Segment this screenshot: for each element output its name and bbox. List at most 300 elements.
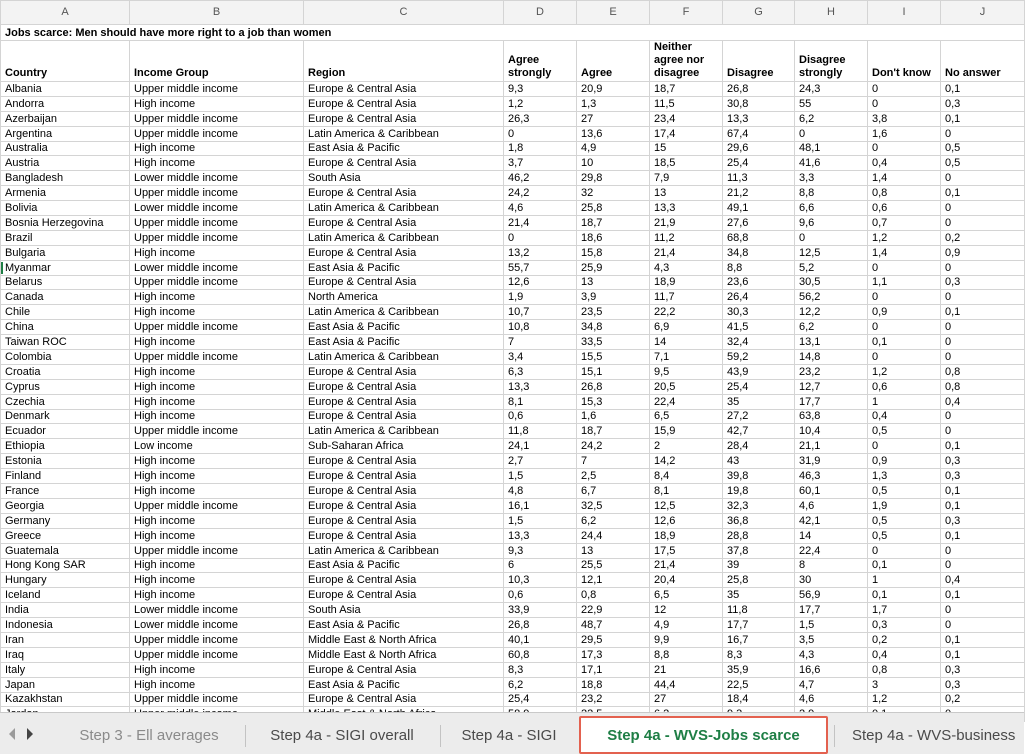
table-cell[interactable]: 10,7 — [504, 305, 577, 320]
table-cell[interactable]: High income — [130, 409, 304, 424]
table-cell[interactable]: 0 — [868, 320, 941, 335]
table-cell[interactable]: Colombia — [1, 350, 130, 365]
table-cell[interactable]: 3,3 — [795, 171, 868, 186]
table-cell[interactable]: 4,6 — [795, 692, 868, 707]
table-cell[interactable]: 0 — [795, 230, 868, 245]
table-cell[interactable]: 11,8 — [504, 424, 577, 439]
table-cell[interactable]: East Asia & Pacific — [304, 558, 504, 573]
table-cell[interactable]: 1,4 — [868, 245, 941, 260]
table-cell[interactable]: 16,6 — [795, 662, 868, 677]
table-cell[interactable]: 34,8 — [723, 245, 795, 260]
table-cell[interactable]: 15,3 — [577, 394, 650, 409]
table-cell[interactable]: 0,3 — [941, 454, 1025, 469]
table-cell[interactable]: 13,3 — [723, 111, 795, 126]
table-cell[interactable]: 24,4 — [577, 528, 650, 543]
table-cell[interactable]: 0,4 — [941, 394, 1025, 409]
table-cell[interactable]: 24,2 — [577, 439, 650, 454]
table-cell[interactable]: 12,1 — [577, 573, 650, 588]
table-cell[interactable]: 30,5 — [795, 275, 868, 290]
table-cell[interactable]: 48,7 — [577, 618, 650, 633]
table-cell[interactable]: High income — [130, 662, 304, 677]
table-cell[interactable]: 0 — [795, 126, 868, 141]
table-cell[interactable]: 17,3 — [577, 647, 650, 662]
table-cell[interactable]: 0,3 — [941, 275, 1025, 290]
table-cell[interactable]: 21,1 — [795, 439, 868, 454]
tab-step4a-sigi-overall[interactable] — [250, 719, 434, 751]
table-cell[interactable]: China — [1, 320, 130, 335]
table-cell[interactable]: 0,6 — [868, 201, 941, 216]
table-cell[interactable]: 21 — [650, 662, 723, 677]
table-cell[interactable]: 0 — [504, 126, 577, 141]
table-cell[interactable]: Belarus — [1, 275, 130, 290]
table-cell[interactable]: Denmark — [1, 409, 130, 424]
table-cell[interactable]: 4,6 — [795, 498, 868, 513]
table-cell[interactable]: Canada — [1, 290, 130, 305]
table-cell[interactable]: 0,1 — [868, 335, 941, 350]
table-cell[interactable]: 14 — [795, 528, 868, 543]
table-cell[interactable]: 0,1 — [941, 498, 1025, 513]
table-cell[interactable]: Italy — [1, 662, 130, 677]
table-cell[interactable]: 48,1 — [795, 141, 868, 156]
table-cell[interactable]: 0,8 — [868, 662, 941, 677]
table-cell[interactable]: Upper middle income — [130, 275, 304, 290]
table-cell[interactable]: Latin America & Caribbean — [304, 230, 504, 245]
table-cell[interactable]: 1,1 — [868, 275, 941, 290]
table-cell[interactable]: 37,8 — [723, 543, 795, 558]
table-cell[interactable]: 0 — [941, 558, 1025, 573]
table-cell[interactable]: Upper middle income — [130, 692, 304, 707]
table-cell[interactable]: Europe & Central Asia — [304, 454, 504, 469]
table-cell[interactable]: High income — [130, 335, 304, 350]
field-header-cell[interactable]: No answer — [941, 41, 1025, 82]
table-cell[interactable]: 31,9 — [795, 454, 868, 469]
table-cell[interactable]: Lower middle income — [130, 603, 304, 618]
table-cell[interactable]: 8,8 — [795, 186, 868, 201]
table-cell[interactable]: 27,6 — [723, 216, 795, 231]
table-cell[interactable]: 0 — [941, 350, 1025, 365]
table-cell[interactable]: 60,1 — [795, 484, 868, 499]
table-cell[interactable]: 0,8 — [941, 364, 1025, 379]
table-cell[interactable]: High income — [130, 379, 304, 394]
table-cell[interactable]: 15,8 — [577, 245, 650, 260]
table-cell[interactable]: 0 — [941, 424, 1025, 439]
table-cell[interactable]: Upper middle income — [130, 186, 304, 201]
table-cell[interactable]: 18,6 — [577, 230, 650, 245]
column-header-c[interactable]: C — [304, 1, 504, 25]
table-cell[interactable]: 1,8 — [504, 141, 577, 156]
table-cell[interactable]: 0,3 — [941, 96, 1025, 111]
table-cell[interactable]: 6 — [504, 558, 577, 573]
table-cell[interactable]: 0,8 — [868, 186, 941, 201]
table-cell[interactable]: 41,6 — [795, 156, 868, 171]
table-cell[interactable]: Upper middle income — [130, 320, 304, 335]
table-cell[interactable]: Myanmar — [1, 260, 130, 275]
table-cell[interactable]: Bosnia Herzegovina — [1, 216, 130, 231]
table-cell[interactable]: 6,9 — [650, 320, 723, 335]
table-cell[interactable]: 8,3 — [723, 647, 795, 662]
table-cell[interactable]: High income — [130, 364, 304, 379]
table-cell[interactable]: 12,6 — [650, 513, 723, 528]
table-cell[interactable]: 6,7 — [577, 484, 650, 499]
table-cell[interactable]: Albania — [1, 82, 130, 97]
table-cell[interactable]: 0,4 — [868, 156, 941, 171]
table-cell[interactable]: 39 — [723, 558, 795, 573]
table-cell[interactable]: 2,5 — [577, 469, 650, 484]
table-cell[interactable]: Estonia — [1, 454, 130, 469]
table-cell[interactable]: 42,7 — [723, 424, 795, 439]
table-cell[interactable]: Latin America & Caribbean — [304, 424, 504, 439]
table-cell[interactable]: 0,5 — [941, 156, 1025, 171]
table-cell[interactable]: 0,6 — [504, 409, 577, 424]
table-cell[interactable]: Lower middle income — [130, 171, 304, 186]
table-cell[interactable]: 20,5 — [650, 379, 723, 394]
table-cell[interactable]: 19,8 — [723, 484, 795, 499]
table-cell[interactable]: Upper middle income — [130, 647, 304, 662]
table-cell[interactable]: 8,1 — [650, 484, 723, 499]
table-cell[interactable]: Europe & Central Asia — [304, 186, 504, 201]
table-cell[interactable]: 1 — [868, 573, 941, 588]
field-header-cell[interactable]: Region — [304, 41, 504, 82]
table-cell[interactable]: 1,3 — [868, 469, 941, 484]
table-cell[interactable]: 10 — [577, 156, 650, 171]
table-cell[interactable]: Latin America & Caribbean — [304, 543, 504, 558]
table-cell[interactable]: 25,4 — [504, 692, 577, 707]
table-cell[interactable]: 0,5 — [941, 141, 1025, 156]
table-cell[interactable]: 44,4 — [650, 677, 723, 692]
table-cell[interactable]: Indonesia — [1, 618, 130, 633]
table-cell[interactable]: Brazil — [1, 230, 130, 245]
table-cell[interactable]: Hong Kong SAR — [1, 558, 130, 573]
table-cell[interactable]: 1,2 — [504, 96, 577, 111]
table-cell[interactable]: Bangladesh — [1, 171, 130, 186]
table-cell[interactable]: 12,7 — [795, 379, 868, 394]
table-cell[interactable]: Georgia — [1, 498, 130, 513]
table-cell[interactable]: 1 — [868, 394, 941, 409]
table-cell[interactable]: Europe & Central Asia — [304, 394, 504, 409]
table-cell[interactable]: 6,5 — [650, 409, 723, 424]
table-cell[interactable]: 13,2 — [504, 245, 577, 260]
table-cell[interactable]: 21,9 — [650, 216, 723, 231]
sheet-title[interactable]: Jobs scarce: Men should have more right to a job than women — [1, 25, 1025, 41]
table-cell[interactable]: 3,9 — [577, 290, 650, 305]
table-cell[interactable]: 18,9 — [650, 275, 723, 290]
table-cell[interactable]: High income — [130, 454, 304, 469]
table-cell[interactable]: High income — [130, 141, 304, 156]
table-cell[interactable]: 0 — [941, 290, 1025, 305]
table-cell[interactable]: 9,3 — [504, 82, 577, 97]
table-cell[interactable]: 21,4 — [650, 558, 723, 573]
table-cell[interactable]: 1,6 — [868, 126, 941, 141]
table-cell[interactable]: 3,7 — [504, 156, 577, 171]
table-cell[interactable]: Taiwan ROC — [1, 335, 130, 350]
table-cell[interactable]: Europe & Central Asia — [304, 662, 504, 677]
table-cell[interactable]: Upper middle income — [130, 424, 304, 439]
field-header-cell[interactable]: Income Group — [130, 41, 304, 82]
table-cell[interactable]: 33,5 — [577, 335, 650, 350]
table-cell[interactable]: East Asia & Pacific — [304, 677, 504, 692]
table-cell[interactable]: Iraq — [1, 647, 130, 662]
field-header-cell[interactable]: Agree strongly — [504, 41, 577, 82]
table-cell[interactable]: 11,3 — [723, 171, 795, 186]
table-cell[interactable]: 23,2 — [795, 364, 868, 379]
table-cell[interactable]: 8,8 — [723, 260, 795, 275]
table-cell[interactable]: 0,1 — [941, 111, 1025, 126]
table-cell[interactable]: 7 — [504, 335, 577, 350]
table-cell[interactable]: Europe & Central Asia — [304, 156, 504, 171]
table-cell[interactable]: 26,8 — [577, 379, 650, 394]
table-cell[interactable]: Europe & Central Asia — [304, 245, 504, 260]
table-cell[interactable]: 1,4 — [868, 171, 941, 186]
table-cell[interactable]: 15,9 — [650, 424, 723, 439]
table-cell[interactable]: 8,8 — [650, 647, 723, 662]
table-cell[interactable]: 25,8 — [577, 201, 650, 216]
table-cell[interactable]: 0,1 — [941, 647, 1025, 662]
table-cell[interactable]: 0,4 — [868, 409, 941, 424]
table-cell[interactable]: 0,6 — [868, 379, 941, 394]
table-cell[interactable]: 22,9 — [577, 603, 650, 618]
table-cell[interactable]: Europe & Central Asia — [304, 498, 504, 513]
table-cell[interactable]: 0,5 — [868, 528, 941, 543]
table-cell[interactable]: 13,3 — [504, 379, 577, 394]
table-cell[interactable]: 8 — [795, 558, 868, 573]
table-cell[interactable]: 18,7 — [650, 82, 723, 97]
table-cell[interactable]: 0 — [941, 543, 1025, 558]
table-cell[interactable]: 59,2 — [723, 350, 795, 365]
table-cell[interactable]: 3,5 — [795, 632, 868, 647]
table-cell[interactable]: 49,1 — [723, 201, 795, 216]
table-cell[interactable]: 6,3 — [504, 364, 577, 379]
table-cell[interactable]: 0 — [941, 618, 1025, 633]
table-cell[interactable]: 0,8 — [577, 588, 650, 603]
table-cell[interactable]: 28,4 — [723, 439, 795, 454]
table-cell[interactable]: 0,9 — [941, 245, 1025, 260]
table-cell[interactable]: 43,9 — [723, 364, 795, 379]
table-cell[interactable]: East Asia & Pacific — [304, 320, 504, 335]
table-cell[interactable]: 11,8 — [723, 603, 795, 618]
table-cell[interactable]: 0,2 — [941, 692, 1025, 707]
table-cell[interactable]: Czechia — [1, 394, 130, 409]
table-cell[interactable]: 35,9 — [723, 662, 795, 677]
table-cell[interactable]: 8,3 — [504, 662, 577, 677]
table-cell[interactable]: 13 — [577, 275, 650, 290]
table-cell[interactable]: 0,9 — [868, 454, 941, 469]
table-cell[interactable]: 8,4 — [650, 469, 723, 484]
table-cell[interactable]: 13,3 — [504, 528, 577, 543]
table-cell[interactable]: 13 — [650, 186, 723, 201]
table-cell[interactable]: 6,2 — [577, 513, 650, 528]
table-cell[interactable]: 18,7 — [577, 216, 650, 231]
table-cell[interactable]: Bulgaria — [1, 245, 130, 260]
table-cell[interactable]: 22,4 — [795, 543, 868, 558]
table-cell[interactable]: 12 — [650, 603, 723, 618]
table-cell[interactable]: 0,1 — [941, 484, 1025, 499]
table-cell[interactable]: 46,2 — [504, 171, 577, 186]
table-cell[interactable]: 30,3 — [723, 305, 795, 320]
table-cell[interactable]: 0,2 — [941, 230, 1025, 245]
table-cell[interactable]: Middle East & North Africa — [304, 632, 504, 647]
table-cell[interactable]: 0 — [941, 260, 1025, 275]
table-cell[interactable]: 1,3 — [577, 96, 650, 111]
table-cell[interactable]: 17,4 — [650, 126, 723, 141]
table-cell[interactable]: East Asia & Pacific — [304, 335, 504, 350]
table-cell[interactable]: Upper middle income — [130, 632, 304, 647]
column-header-e[interactable]: E — [577, 1, 650, 25]
table-cell[interactable]: 0,5 — [868, 513, 941, 528]
table-cell[interactable]: 0 — [941, 126, 1025, 141]
table-cell[interactable]: 0 — [868, 543, 941, 558]
table-cell[interactable]: 0,5 — [868, 424, 941, 439]
table-cell[interactable]: 27 — [577, 111, 650, 126]
table-cell[interactable]: 0,1 — [941, 305, 1025, 320]
table-cell[interactable]: 6,2 — [795, 111, 868, 126]
table-cell[interactable]: 1,7 — [868, 603, 941, 618]
table-cell[interactable]: Europe & Central Asia — [304, 573, 504, 588]
table-cell[interactable]: 22,5 — [723, 677, 795, 692]
table-cell[interactable]: East Asia & Pacific — [304, 141, 504, 156]
table-cell[interactable]: 9,5 — [650, 364, 723, 379]
table-cell[interactable]: 6,6 — [795, 201, 868, 216]
table-cell[interactable]: 0,2 — [868, 632, 941, 647]
table-cell[interactable]: Greece — [1, 528, 130, 543]
table-cell[interactable]: 18,5 — [650, 156, 723, 171]
table-cell[interactable]: 18,9 — [650, 528, 723, 543]
table-cell[interactable]: Latin America & Caribbean — [304, 305, 504, 320]
table-cell[interactable]: High income — [130, 588, 304, 603]
table-cell[interactable]: Europe & Central Asia — [304, 692, 504, 707]
table-cell[interactable]: East Asia & Pacific — [304, 618, 504, 633]
table-cell[interactable]: 17,5 — [650, 543, 723, 558]
table-cell[interactable]: 0,6 — [504, 588, 577, 603]
table-cell[interactable]: 68,8 — [723, 230, 795, 245]
table-cell[interactable]: 10,8 — [504, 320, 577, 335]
table-cell[interactable]: 15,5 — [577, 350, 650, 365]
table-cell[interactable]: Kazakhstan — [1, 692, 130, 707]
table-cell[interactable]: 0,8 — [941, 379, 1025, 394]
table-cell[interactable]: 1,5 — [504, 469, 577, 484]
table-cell[interactable]: North America — [304, 290, 504, 305]
table-cell[interactable]: 0,4 — [941, 573, 1025, 588]
table-cell[interactable]: 30,8 — [723, 96, 795, 111]
table-cell[interactable]: 11,2 — [650, 230, 723, 245]
table-cell[interactable]: High income — [130, 677, 304, 692]
table-cell[interactable]: 15 — [650, 141, 723, 156]
table-cell[interactable]: 3 — [868, 677, 941, 692]
table-cell[interactable]: 4,8 — [504, 484, 577, 499]
table-cell[interactable]: 17,1 — [577, 662, 650, 677]
table-cell[interactable]: 27 — [650, 692, 723, 707]
tab-step4a-wvs-jobs-scarce[interactable] — [579, 716, 828, 754]
table-cell[interactable]: South Asia — [304, 171, 504, 186]
table-cell[interactable]: 9,3 — [504, 543, 577, 558]
table-cell[interactable]: Latin America & Caribbean — [304, 201, 504, 216]
table-cell[interactable]: 0 — [868, 96, 941, 111]
column-header-h[interactable]: H — [795, 1, 868, 25]
table-cell[interactable]: 42,1 — [795, 513, 868, 528]
table-cell[interactable]: 12,5 — [795, 245, 868, 260]
table-cell[interactable]: South Asia — [304, 603, 504, 618]
table-cell[interactable]: 26,8 — [723, 82, 795, 97]
table-cell[interactable]: 0,1 — [941, 82, 1025, 97]
table-cell[interactable]: 0 — [941, 409, 1025, 424]
table-cell[interactable]: Finland — [1, 469, 130, 484]
table-cell[interactable]: 9,6 — [795, 216, 868, 231]
table-cell[interactable]: Lower middle income — [130, 260, 304, 275]
table-cell[interactable]: Europe & Central Asia — [304, 469, 504, 484]
table-cell[interactable]: 35 — [723, 588, 795, 603]
table-cell[interactable]: 0 — [868, 439, 941, 454]
table-cell[interactable]: 0 — [941, 201, 1025, 216]
table-cell[interactable]: France — [1, 484, 130, 499]
table-cell[interactable]: 0,3 — [941, 662, 1025, 677]
column-header-i[interactable]: I — [868, 1, 941, 25]
table-cell[interactable]: Latin America & Caribbean — [304, 350, 504, 365]
table-cell[interactable]: Chile — [1, 305, 130, 320]
table-cell[interactable]: 32,5 — [577, 498, 650, 513]
table-cell[interactable]: Europe & Central Asia — [304, 528, 504, 543]
table-cell[interactable]: Hungary — [1, 573, 130, 588]
table-cell[interactable]: Europe & Central Asia — [304, 513, 504, 528]
table-cell[interactable]: 43 — [723, 454, 795, 469]
table-cell[interactable]: 23,5 — [577, 305, 650, 320]
table-cell[interactable]: 35 — [723, 394, 795, 409]
table-cell[interactable]: Upper middle income — [130, 111, 304, 126]
table-cell[interactable]: 56,2 — [795, 290, 868, 305]
table-cell[interactable]: 10,4 — [795, 424, 868, 439]
table-cell[interactable]: Lower middle income — [130, 201, 304, 216]
table-cell[interactable]: Bolivia — [1, 201, 130, 216]
table-cell[interactable]: Europe & Central Asia — [304, 82, 504, 97]
table-cell[interactable]: Iceland — [1, 588, 130, 603]
table-cell[interactable]: 7,9 — [650, 171, 723, 186]
table-cell[interactable]: 0,5 — [868, 484, 941, 499]
table-cell[interactable]: 11,5 — [650, 96, 723, 111]
table-cell[interactable]: 46,3 — [795, 469, 868, 484]
table-cell[interactable]: 0 — [941, 171, 1025, 186]
table-cell[interactable]: Ecuador — [1, 424, 130, 439]
tab-step4a-wvs-business[interactable] — [842, 719, 1024, 751]
table-cell[interactable]: 15,1 — [577, 364, 650, 379]
table-cell[interactable]: High income — [130, 513, 304, 528]
table-cell[interactable]: Australia — [1, 141, 130, 156]
table-cell[interactable]: 39,8 — [723, 469, 795, 484]
table-cell[interactable]: Europe & Central Asia — [304, 379, 504, 394]
table-cell[interactable]: Upper middle income — [130, 350, 304, 365]
table-cell[interactable]: 24,3 — [795, 82, 868, 97]
table-cell[interactable]: 1,9 — [868, 498, 941, 513]
table-cell[interactable]: Europe & Central Asia — [304, 588, 504, 603]
table-cell[interactable]: 0 — [941, 603, 1025, 618]
table-cell[interactable]: 22,4 — [650, 394, 723, 409]
table-cell[interactable]: 32 — [577, 186, 650, 201]
table-cell[interactable]: 0,3 — [941, 469, 1025, 484]
table-cell[interactable]: 29,6 — [723, 141, 795, 156]
table-cell[interactable]: 9,9 — [650, 632, 723, 647]
table-cell[interactable]: 33,9 — [504, 603, 577, 618]
table-cell[interactable]: 6,5 — [650, 588, 723, 603]
table-cell[interactable]: Upper middle income — [130, 216, 304, 231]
table-cell[interactable]: 25,8 — [723, 573, 795, 588]
table-cell[interactable]: 40,1 — [504, 632, 577, 647]
table-cell[interactable]: 14,8 — [795, 350, 868, 365]
table-cell[interactable]: 14 — [650, 335, 723, 350]
table-cell[interactable]: 32,3 — [723, 498, 795, 513]
table-cell[interactable]: Upper middle income — [130, 230, 304, 245]
field-header-cell[interactable]: Neither agree nor disagree — [650, 41, 723, 82]
table-cell[interactable]: 4,9 — [650, 618, 723, 633]
table-cell[interactable]: Armenia — [1, 186, 130, 201]
table-cell[interactable]: High income — [130, 394, 304, 409]
table-cell[interactable]: 0 — [868, 82, 941, 97]
